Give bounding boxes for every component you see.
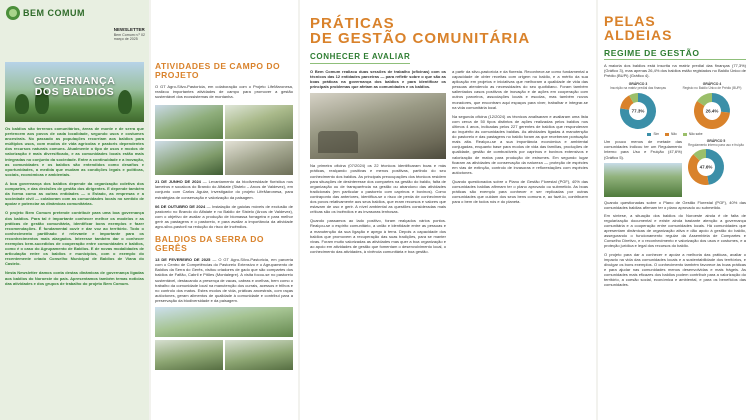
geres-title: BALDIOS DA SERRA DO GERÊS xyxy=(155,234,264,254)
chart-5-title: Regulamento interno para uso e fruição xyxy=(688,143,744,148)
pie-center-label: 26.4% xyxy=(705,108,719,114)
chart-5-label: GRÁFICO 5 xyxy=(706,139,726,144)
practices-paragraph-2: Quando passamos ao lado positivo, foram realçados vários pontos. Realçou-se o espírito comunitário, a união e identidade entre as pessoas e a manutenção da sua ligação e apego à terra. Depois a capacidade dos baldios que promovem a recuperação das suas tradições, para se manter vivas. Foram muito valorizadas as atividades mas quer a boa organização e ao apoio em atividades de gestão que fomentam o desenvolvimento local, o conhecimento das atividades, à vivência comunitária e boa gestão. xyxy=(310,218,446,254)
practices-title xyxy=(310,16,586,46)
hero-title-line2: DOS BALDIOS xyxy=(34,86,115,98)
chart-3-pie xyxy=(618,91,658,131)
newsletter-label: NEWSLETTER xyxy=(113,27,145,32)
legend-yes xyxy=(647,132,659,136)
chart-5-text xyxy=(604,139,682,196)
practices-right xyxy=(452,69,588,258)
pie-center-label: 77.3% xyxy=(631,108,645,114)
field-photo xyxy=(225,105,293,139)
activity-date-1: 21 DE JUNHO DE 2024 xyxy=(155,179,201,185)
management-paragraph-2: Um pouco menos de metade das comunidades indicou ter um Regulamento Interno para Uso e Fruição (47,6%) (Gráfico 5). xyxy=(604,139,682,160)
activity-date-3: 13 DE FEVEREIRO DE 2025 xyxy=(155,257,211,263)
chart-5-pie xyxy=(686,147,726,187)
legend-no-swatch xyxy=(665,133,669,136)
activity-entry-3 xyxy=(155,257,293,303)
practices-title-line1: PRÁTICAS xyxy=(310,15,395,32)
activity-date-2: 06 DE OUTUBRO DE 2024 xyxy=(155,203,206,209)
issue-info xyxy=(114,28,145,42)
chart-3-label: GRÁFICO 3 xyxy=(628,82,648,87)
practices-intro: O Bem Comum realizou duas sessões de trabalho (oficinas) com os técnicos das 12 entidades parceiras — para refletir sobre o que são as boas práticas na governança dos baldios e para identificar os principais problemas que afetam as comunidades e os baldios. xyxy=(310,69,446,90)
activity-text-1: — Levantamento da biodiversidade florística nos lameiros e socalcos do Brando do Alfaiate (Sistelo – Arcos de Valdevez), em conjunto com Carlos Aguiar, investigador do projeto LifeMaronesa, para estratégias de conservação e valorização da paisagem. xyxy=(155,179,293,200)
practices-left xyxy=(310,69,446,258)
activity-text-2: — Instalação de gaiolas móveis de exclusão de pastoreio no Brando do Alfaiate e no Baldio de Sistelo (Arcos de Valdevez), com o objetivo de avaliar a produção de biomassa forrageira e para melhor gerir as pastagens e o pastoreio, e para avaliar a importância da atividade agro-silvo-pastoril na redução do risco de incêndios. xyxy=(155,203,293,230)
activity-entry-1 xyxy=(155,179,293,199)
charts-legend xyxy=(604,132,746,136)
chart-3 xyxy=(604,82,672,131)
villages-title-line1: PELAS xyxy=(604,13,656,29)
chart-3-title: Inscrição na matriz predial das finanças xyxy=(610,86,666,91)
chart-4-pie xyxy=(692,91,732,131)
brand-name: BEM COMUM xyxy=(23,8,85,18)
legend-ns-swatch xyxy=(683,133,687,136)
intro-paragraph-1: Os baldios são terrenos comunitários, áreas de monte e de serra que pertencem aos povos de cada localidade, segundo usos e costumes ancestrais. No passado as populações recorriam aos baldios para múltiplos usos, com modos de vida agrícolas e pastoris dependentes dos recursos naturais comuns. Atualmente o tipo de usos e modos de valorização é mais diversificado, e as comunidades locais estão mais integradas no conjunto da sociedade. Entre a continuidade e a inovação, as comunidades e os baldios são entendidos como desafios e oportunidades, a medida que mudam as condições legais e políticas, sociais, económicas e ambientais. xyxy=(5,126,144,177)
legend-yes-swatch xyxy=(647,133,651,136)
chart-4 xyxy=(678,82,746,131)
hero-title xyxy=(5,76,144,98)
practices-title-line2: DE GESTÃO COMUNITÁRIA xyxy=(310,30,531,47)
pie-center-label: 47.6% xyxy=(699,164,713,170)
field-photo xyxy=(155,105,223,139)
chart-4-label: GRÁFICO 4 xyxy=(702,82,722,87)
activities-column xyxy=(151,0,298,420)
intro-paragraph-3: O projeto Bem Comum pretende contribuir para uma boa governança dos baldios. Para tal é importante conhecer melhor os modelos e as práticas de gestão comunitária, identificar bons exemplos e fazer recomendações. É fundamental ouvir e dar voz ao território. Todo o conhecimento partilhado é relevante e importante para os reconhecimentos mais alargados. Interesse também dar o conhecer exemplos bem-sucedidos de cooperação entre comunidades e baldios, como é o caso do Agrupamento de Baldios. E de novas modalidades de articulação entre os baldios e municípios, com o exemplo do recentemente criado Conselho Municipal de Baldios de Viana do Castelo. xyxy=(5,210,144,267)
geres-photo-pair xyxy=(155,340,293,370)
legend-yes-label: Sim xyxy=(653,132,659,137)
field-photo xyxy=(225,141,293,175)
bem-comum-logo-icon xyxy=(6,6,20,20)
practices-paragraph-1: Na primeira oficina (07/2024) os 22 técnicos identificaram boas e más práticas, realçando positivas e menos positivas, partindo do seu conhecimento dos baldios. As principais preocupações dos técnicos residem para situações de desinteresse dos compartes na gestão do baldio, falta de organização ou de transparência na gestão ou abandono das atividades tradicionais (em particular o pastoreio com caprinos e bovinos). Como contraponto das anteriores, identifica-se o risco de perda de conhecimento dos povos relativamente aos seus baldios, que eram recursos e valores que estavam de uso e gerir. A nível ambiental as questões consideradas mais críticas são os incêndios e as invasoras lenhosas. xyxy=(310,163,446,215)
geres-photo xyxy=(225,340,293,370)
charts-row xyxy=(604,82,746,131)
intro-paragraph-2: A boa governança dos baldios depende da organização coletiva dos compartes, e das decisões de gestão dos dirigentes. E depende também da forma como as outras entidades — o Estado, as empresas e a sociedade civil — colaboram com as comunidades locais no sentido de apoiar e potenciar as dinâmicas comunitárias. xyxy=(5,180,144,207)
geres-photo xyxy=(155,307,293,337)
intro-paragraph-4: Nesta Newsletter damos conta destas dinâmicas de governança ligadas aos baldios do Noroeste do país. Apresentamos também temas noticias das atividades e dos grupos de trabalho do projeto Bem Comum. xyxy=(5,270,144,286)
intro-column xyxy=(0,0,149,420)
activities-intro: O GT Agro-Silvo-Pastoricia, em colaboração com o Projeto LifeMaronesa, realizou importantes atividades de campo para promover a gestão sustentável dos ecossistemas de montanha. xyxy=(155,84,293,100)
activities-photo-grid xyxy=(155,105,293,175)
workshop-photo xyxy=(310,93,446,159)
field-photo xyxy=(155,141,223,175)
activities-title: ATIVIDADES DE CAMPO DO PROJETO xyxy=(155,61,281,80)
activity-entry-2 xyxy=(155,204,293,229)
chart-4-title: Registo no Baldio Único de Prédio (BUPi) xyxy=(682,86,742,91)
practices-paragraph-5: Quando questionados sobre o Plano de Gestão Florestal (PGF), 40% das comunidades baldias afirmam ter o plano aprovado ou submetido. As boas práticas são exemplo para conhecer e ser replicadas por outras comunidades que cuidam dos seus bens comuns e, ao fazê-lo, contribuem para o bem de todos nós e do planeta. xyxy=(452,178,588,205)
forest-photo xyxy=(604,163,682,197)
activity-text-3: — O GT Agro-Silvo-Pastoricia, em parceria com o Centro de Competências do Pastoreio Extensivo e o Agrupamento de Baldios da Serra do Gerês, visitou criadores de gado que são compartes dos baldios de Fafião, Cabril e Pitões (Montalegre). A visita focou-se no pastoreio sustentável, destacando a presença de vacas, cabras e ovelhas, bem como o trabalho da comunidade local na manutenção dos currais, acessos e trilhos e no controlo dos matos. Estes modos de vida, práticas ancestrais, com raças autóctones, geram alimentos de qualidade à comunidade e contribui para a preservação da biodiversidade e da paisagem. xyxy=(155,257,293,303)
legend-no-label: Não xyxy=(670,132,677,137)
management-paragraph-1: A maioria dos baldios está inscrita na matriz predial das finanças (77,3%) (Gráfico 3), mas apenas 26,4% dos baldios estão registados no Baldio Único de Prédio (BUPi) (Gráfico 4). xyxy=(604,63,746,79)
issue-number: Bem Comum n.º 02 xyxy=(113,32,145,37)
geres-photo xyxy=(155,340,223,370)
legend-no xyxy=(665,132,677,136)
management-paragraph-5: O projeto para dar a conhecer e apoiar a melhoria das práticas, avaliar o impacto na vida das comunidades locais e a sustentabilidade dos territórios, e divulgar os bons exemplos. O conhecimento também favorece às boas práticas e para ajudar nas comunidades menos desenvolvidas e mais frágeis. As comunidades mais eficazes dos baldios podem contribuir para a valorização do território, a coesão social, económica e ambiental, e para os benefícios das comunidades. xyxy=(604,251,746,288)
villages-column xyxy=(598,0,752,420)
chart-5-row xyxy=(604,139,746,196)
management-title: REGIME DE GESTÃO xyxy=(604,48,746,60)
brand-header xyxy=(0,0,149,22)
chart-5 xyxy=(686,139,746,192)
practices-paragraph-3: a partir da silvo-pastorícia e da floresta. Reconhece-se como fundamental a capacidade de obter receitas com origem no baldio, e a mérito da sua aplicação em projetos e iniciativas que melhoram a qualidade de vida das pessoas atendendo as necessidades do seu quotidiano. Foram também salientados casos positivos de inovação e de ações em cooperação com outros parceiros, associações locais e escolas, mas também novos moradores, que encontram aqui espaços para viver, trabalhar e integrar-se na vida comunitária local. xyxy=(452,69,588,110)
legend-ns-label: Não sabe xyxy=(688,132,703,137)
management-paragraph-4: Em síntese, a situação dos baldios do Noroeste ainda é de falta de regularização documental e existe ainda bastante atenção a governança comunitária e a cooperação entre comunidades locais. Há comunidades que apresentam dinâmicas de organização ativa e dão apoio à gestão do baldio, assegurando o funcionamento regular da Assembleia de Compartes e Conselho Diretivo, e o reconhecimento e valorização dos usos e costumes, e a proteção jurídica e legal dos recursos do baldio. xyxy=(604,212,746,249)
practices-column xyxy=(300,0,596,420)
villages-title-line2: ALDEIAS xyxy=(604,27,673,43)
practices-paragraph-4: Na segunda oficina (12/2024) os técnicos analisaram e avaliaram uma lista com cerca de 50 tipos distintos de ações realizadas pelos baldios nos últimos 4 anos, indicadas pelos 227 gerentes de baldios que responderam ao inquérito às comunidades baldias. As atividades ligadas à manutenção do pastoreio e das pastagens no baldio foram as que receberam pontuação mais alta. Realçou-se a sua importância económica e ambiental conjugadas, enquanto base para modos de vida das famílias, produções de qualidade, gestão de combustíveis por caprinos e bovinos extensivos e valorização de matos para produção de estrumes. Em segundo lugar ficaram as atividades de conservação da natureza — proteção de espécies em vias de extinção, controlo de invasoras e reflorestações com espécies autóctones. xyxy=(452,113,588,175)
practices-subtitle: CONHECER E AVALIAR xyxy=(310,52,410,64)
hero-image xyxy=(5,62,144,122)
hero-title-line1: GOVERNANÇA xyxy=(33,75,116,87)
legend-ns xyxy=(683,132,703,136)
issue-date: março de 2025 xyxy=(113,37,138,41)
villages-title xyxy=(604,14,746,42)
management-paragraph-3: Quando questionadas sobre o Plano de Gestão Florestal (PGF), 40% das comunidades baldias afirmam ter o plano aprovado ou submetido. xyxy=(604,199,746,210)
